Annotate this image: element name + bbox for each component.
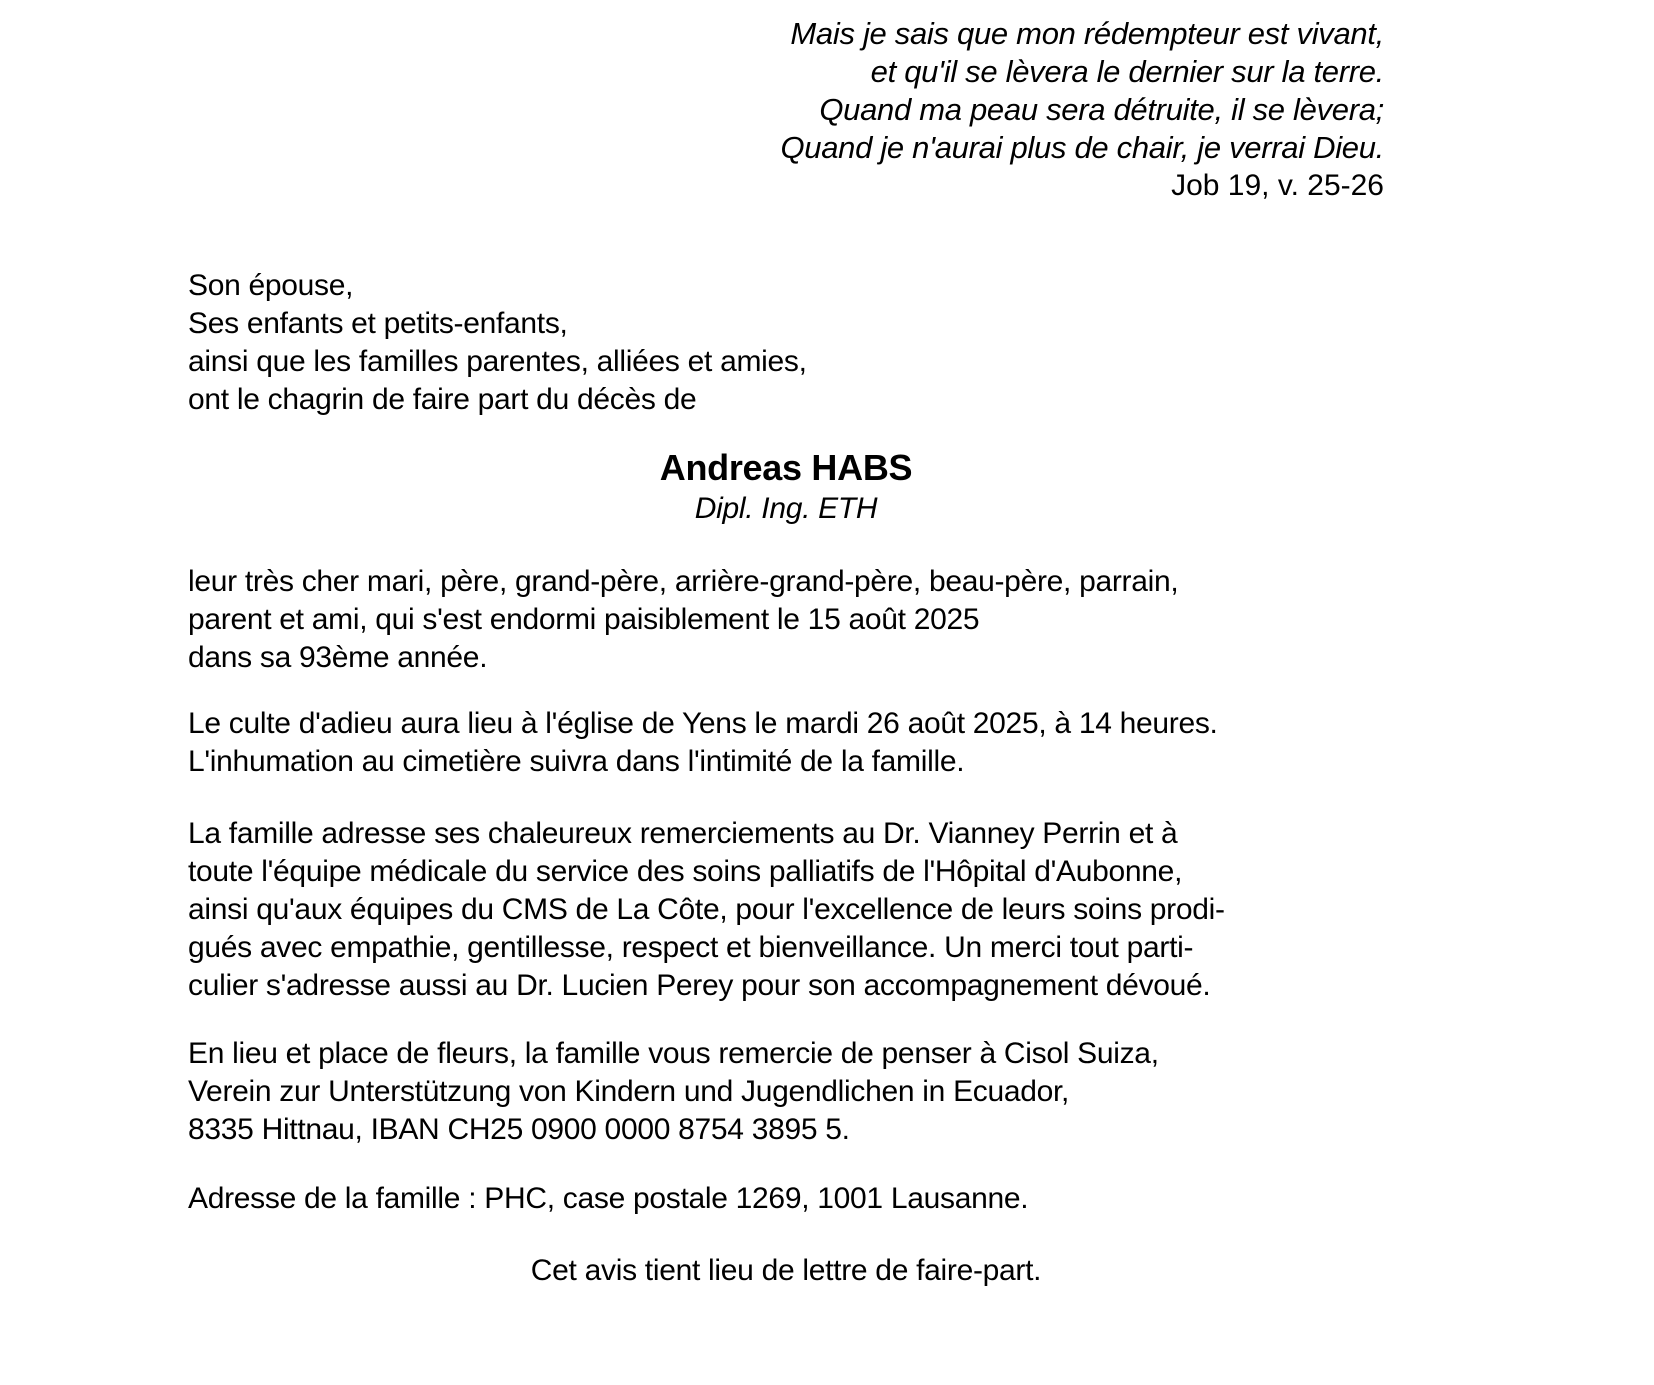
scripture-epigraph [188,15,1384,167]
family-address-line: Adresse de la famille : PHC, case postale 1269, 1001 Lausanne. [188,1182,1029,1215]
notice-content [188,15,1384,1290]
deceased-title: Dipl. Ing. ETH [694,492,878,525]
announcer-line: ainsi que les familles parentes, alliées et amies, [188,345,807,378]
thanks-line: toute l'équipe médicale du service des soins palliatifs de l'Hôpital d'Aubonne, [188,855,1183,888]
epigraph-line: Quand je n'aurai plus de chair, je verrai Dieu. [780,130,1384,165]
announcer-line: Son épouse, [188,269,354,302]
closing-statement [188,1252,1384,1290]
relations-line: parent et ami, qui s'est endormi paisiblement le 15 août 2025 [188,603,980,636]
relations-paragraph [188,563,1384,677]
thanks-line: culier s'adresse aussi au Dr. Lucien Perey pour son accompagnement dévoué. [188,969,1211,1002]
thanks-line: gués avec empathie, gentillesse, respect et bienveillance. Un merci tout parti- [188,931,1194,964]
deceased-name: Andreas HABS [659,447,913,488]
thanks-line: La famille adresse ses chaleureux remerciements au Dr. Vianney Perrin et à [188,817,1178,850]
epigraph-line: Quand ma peau sera détruite, il se lèvera; [819,92,1384,127]
family-address-paragraph [188,1180,1384,1218]
donations-line: Verein zur Unterstützung von Kindern und Jugendlichen in Ecuador, [188,1075,1070,1108]
announcer-line: ont le chagrin de faire part du décès de [188,383,697,416]
ceremony-line: Le culte d'adieu aura lieu à l'église de Yens le mardi 26 août 2025, à 14 heures. [188,707,1218,740]
donations-line: 8335 Hittnau, IBAN CH25 0900 0000 8754 3895 5. [188,1113,850,1146]
announcers-block [188,267,1384,419]
relations-line: leur très cher mari, père, grand-père, arrière-grand-père, beau-père, parrain, [188,565,1179,598]
ceremony-line: L'inhumation au cimetière suivra dans l'intimité de la famille. [188,745,965,778]
epigraph-line: Mais je sais que mon rédempteur est vivant, [790,16,1384,51]
donations-line: En lieu et place de fleurs, la famille vous remercie de penser à Cisol Suiza, [188,1037,1159,1070]
ceremony-paragraph [188,705,1384,781]
scripture-attribution: Job 19, v. 25-26 [1171,169,1384,202]
donations-paragraph [188,1035,1384,1149]
deceased-block [188,445,1384,527]
announcer-line: Ses enfants et petits-enfants, [188,307,568,340]
relations-line: dans sa 93ème année. [188,641,488,674]
thanks-paragraph [188,815,1384,1005]
epigraph-line: et qu'il se lèvera le dernier sur la terre. [870,54,1384,89]
closing-line: Cet avis tient lieu de lettre de faire-part. [530,1254,1042,1287]
thanks-line: ainsi qu'aux équipes du CMS de La Côte, pour l'excellence de leurs soins prodi- [188,893,1225,926]
